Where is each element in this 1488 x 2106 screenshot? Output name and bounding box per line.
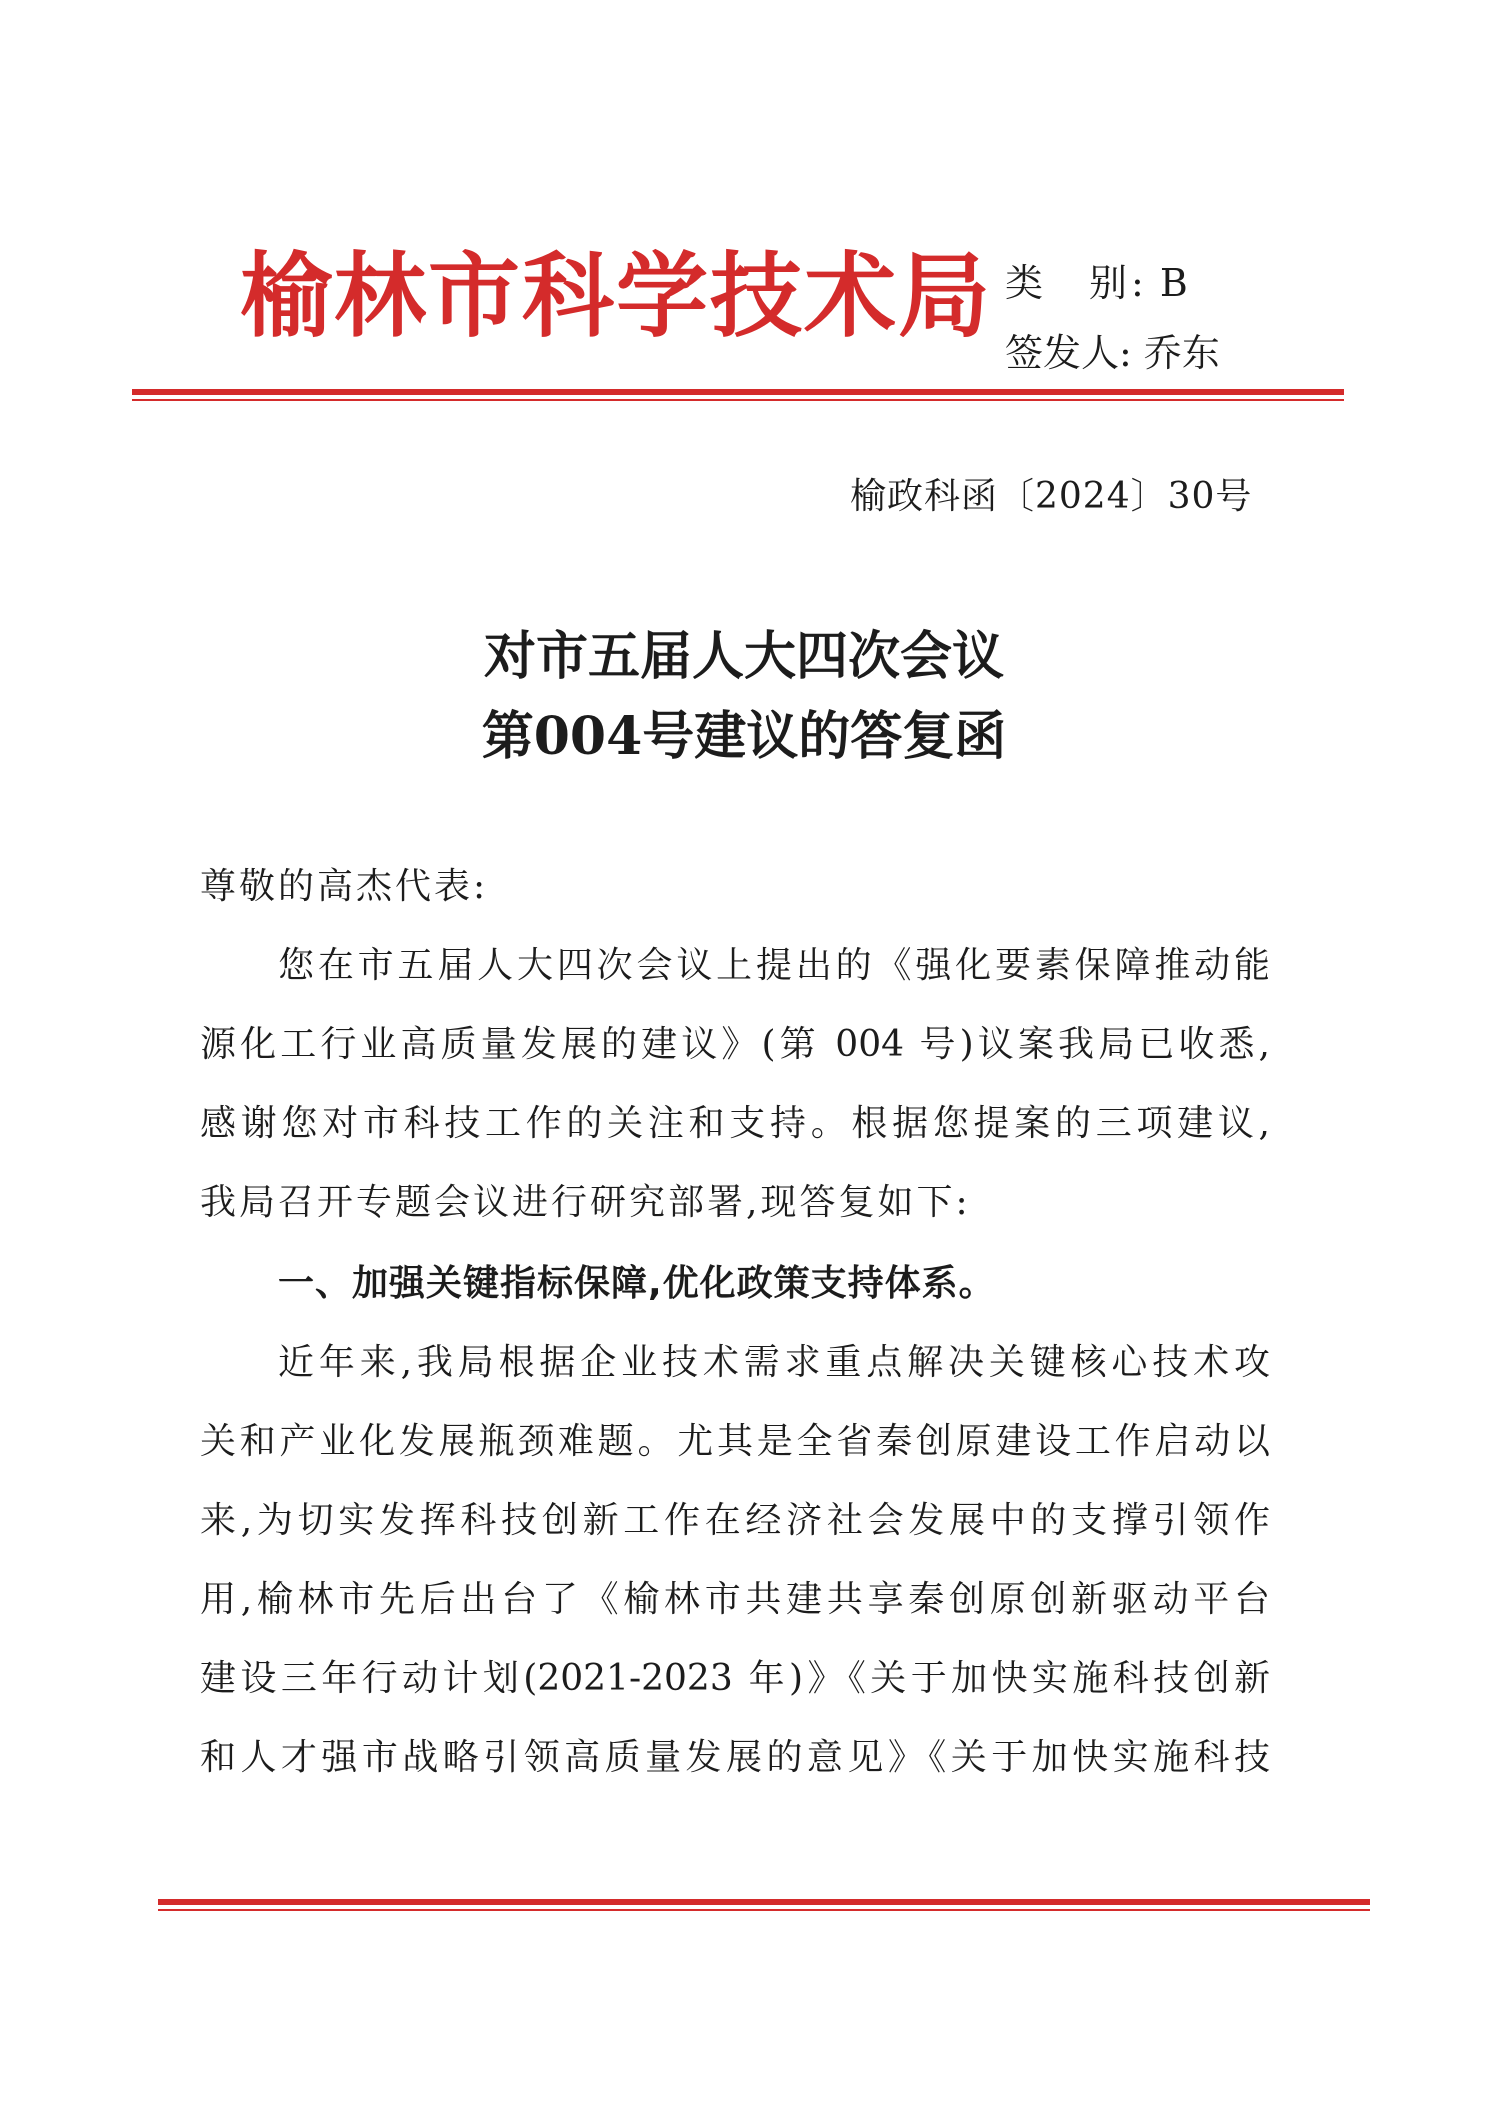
paragraph-2-line: 来,为切实发挥科技创新工作在经济社会发展中的支撑引领作: [200, 1500, 1270, 1541]
paragraph-1-line: 您在市五届人大四次会议上提出的《强化要素保障推动能: [278, 945, 1270, 986]
footer-red-rule: [158, 1899, 1370, 1911]
document-title-line-1: 对市五届人大四次会议: [483, 626, 1004, 687]
signer-value: 乔东: [1143, 331, 1220, 375]
salutation: 尊敬的高杰代表:: [200, 866, 489, 907]
category-value: B: [1159, 261, 1188, 305]
paragraph-2-line: 用,榆林市先后出台了《榆林市共建共享秦创原创新驱动平台: [200, 1579, 1270, 1620]
document-title-line-2: 第004号建议的答复函: [481, 706, 1007, 767]
paragraph-1-line: 感谢您对市科技工作的关注和支持。根据您提案的三项建议,: [200, 1103, 1270, 1144]
signer-field: [1005, 322, 1220, 377]
paragraph-1-line: 源化工行业高质量发展的建议》(第 004 号)议案我局已收悉,: [200, 1024, 1270, 1065]
paragraph-1-line: 我局召开专题会议进行研究部署,现答复如下:: [200, 1182, 971, 1223]
agency-title: 榆林市科学技术局: [240, 242, 993, 350]
paragraph-2-line: 近年来,我局根据企业技术需求重点解决关键核心技术攻: [278, 1342, 1270, 1383]
category-field: [1005, 252, 1188, 307]
paragraph-2-line: 建设三年行动计划(2021-2023 年)》《关于加快实施科技创新: [200, 1658, 1270, 1699]
paragraph-2-line: 关和产业化发展瓶颈难题。尤其是全省秦创原建设工作启动以: [200, 1421, 1270, 1462]
category-label: 类 别:: [1005, 261, 1148, 305]
header-red-rule: [132, 389, 1344, 401]
document-number: 榆政科函〔2024〕30号: [850, 476, 1253, 517]
signer-label: 签发人:: [1005, 331, 1132, 375]
section-heading: 一、加强关键指标保障,优化政策支持体系。: [278, 1263, 996, 1304]
paragraph-2-line: 和人才强市战略引领高质量发展的意见》《关于加快实施科技: [200, 1737, 1270, 1778]
